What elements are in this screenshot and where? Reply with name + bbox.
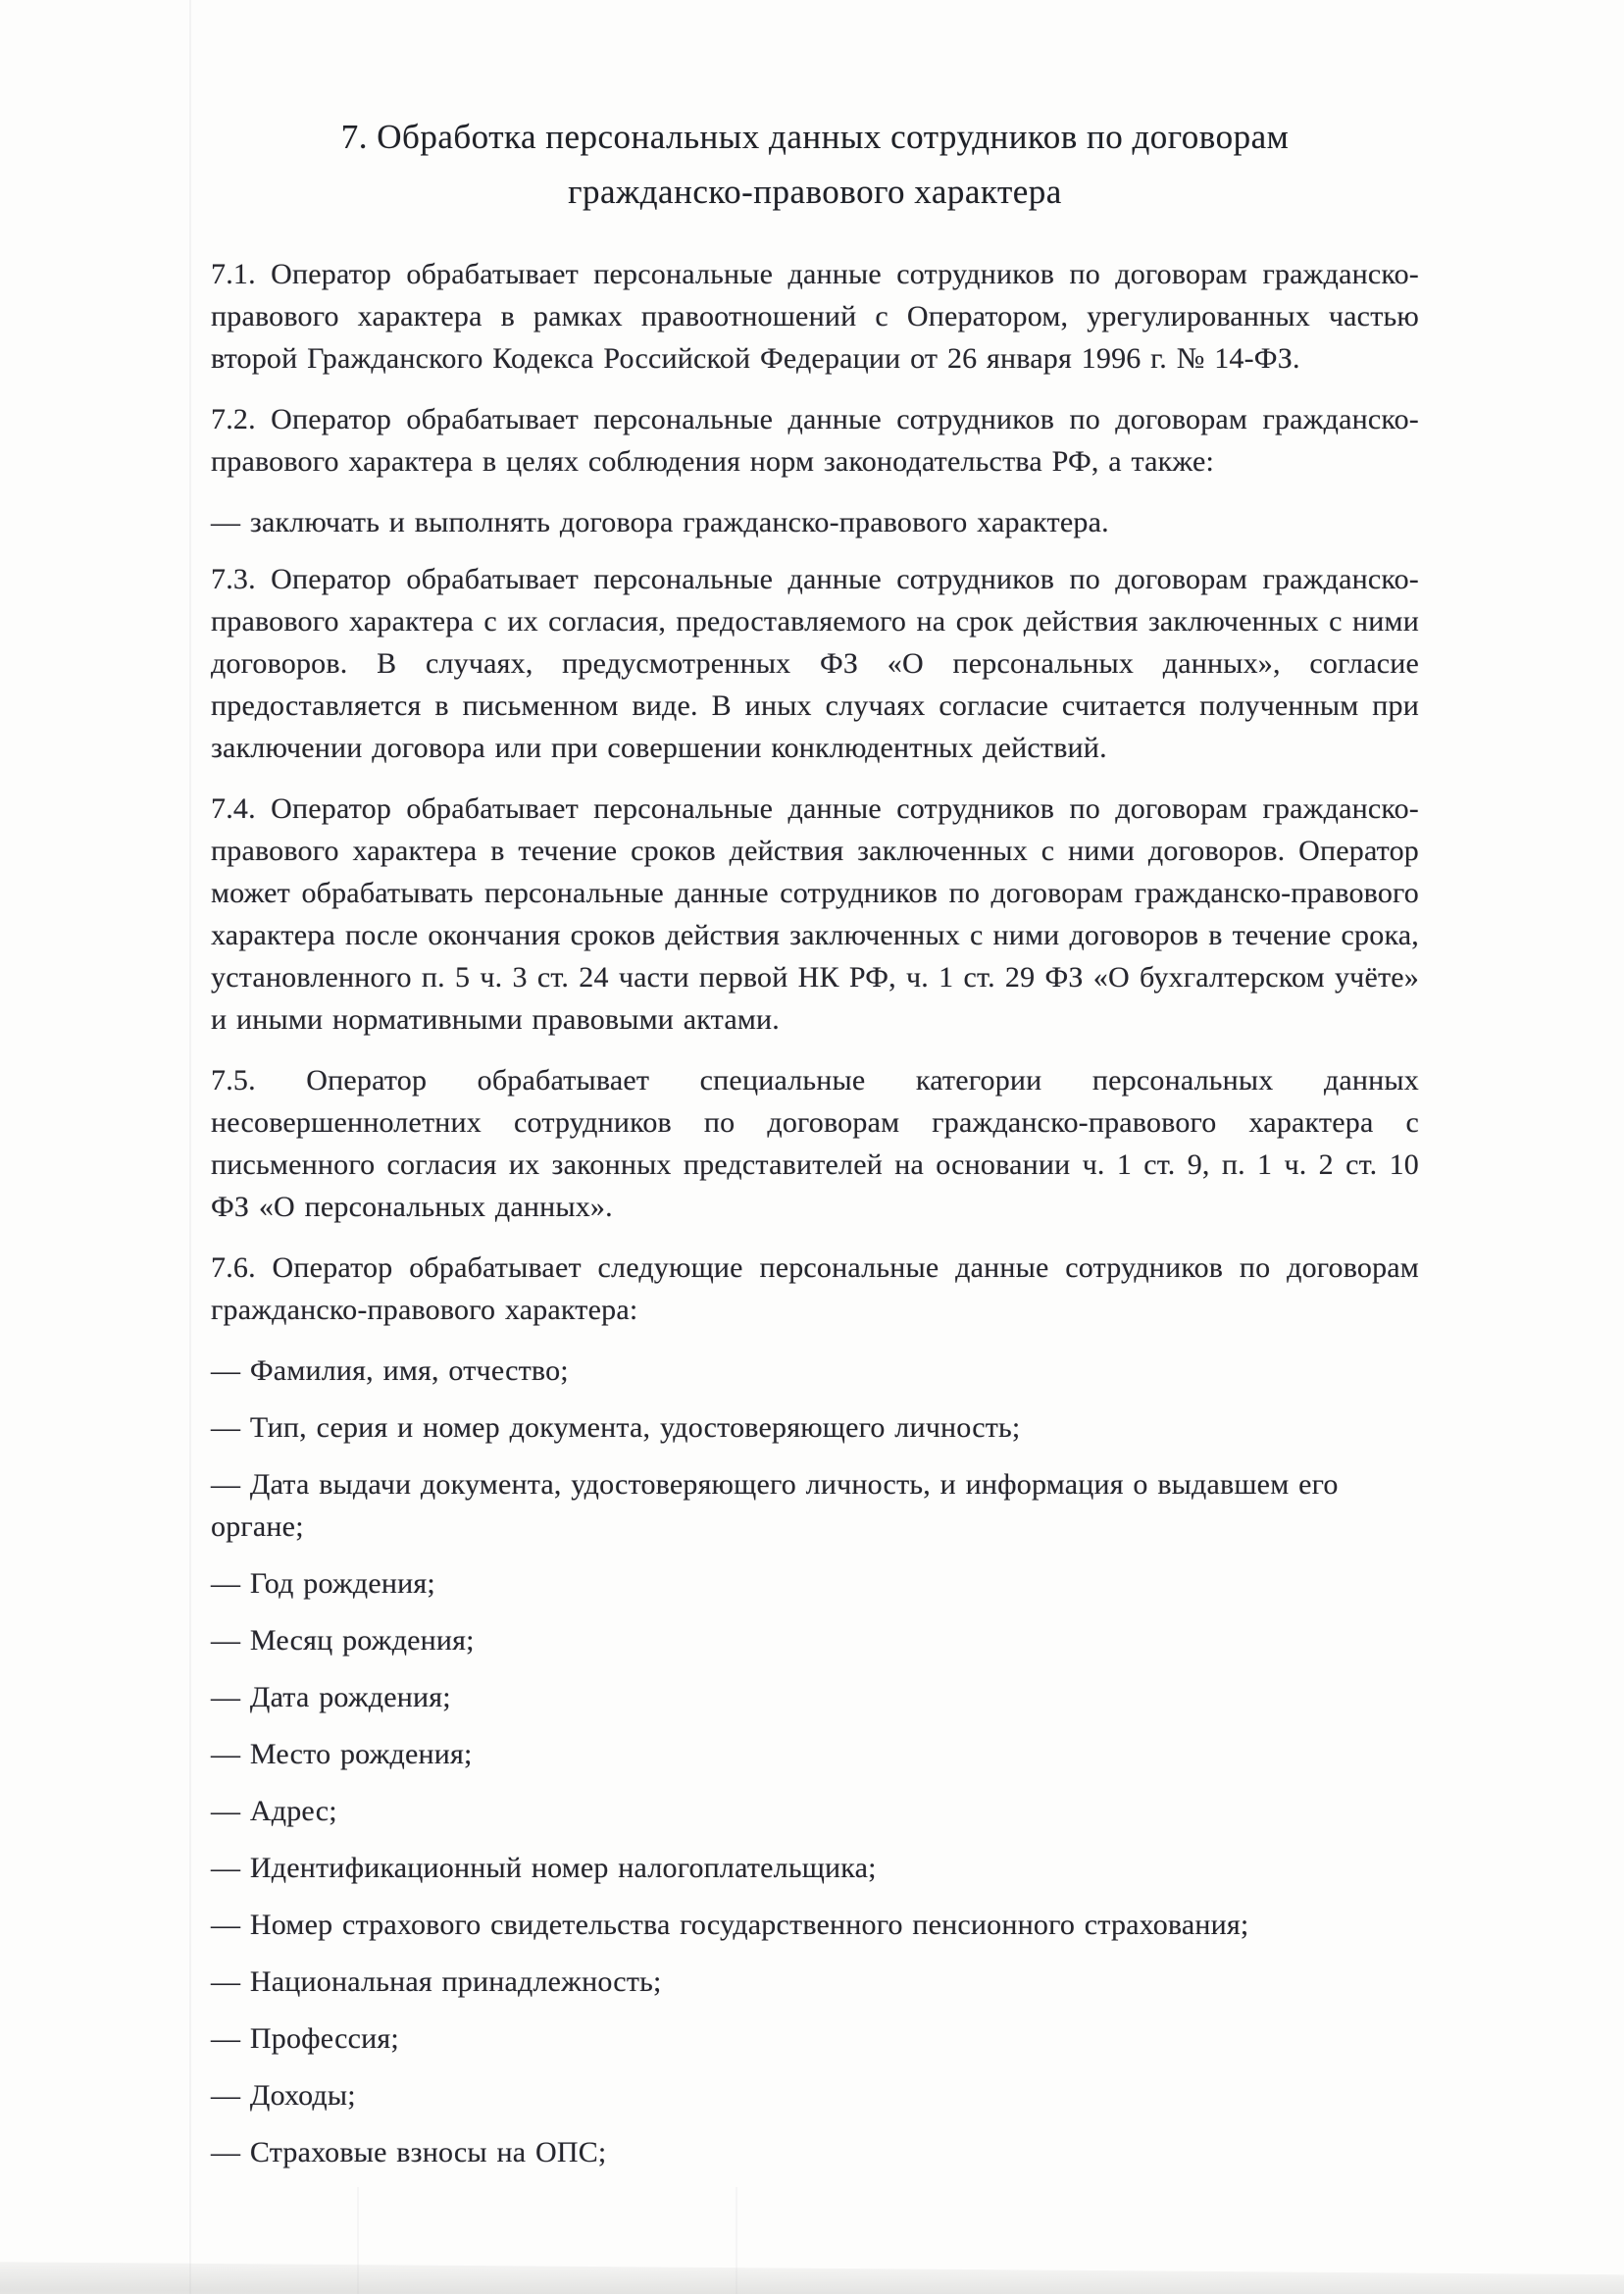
scan-fold-line [189, 0, 191, 2294]
data-item-id-document: — Тип, серия и номер документа, удостоверяющего личность; [211, 1411, 1021, 1444]
data-item-id-document-issue: — Дата выдачи документа, удостоверяющего личность, и информация о выдавшем его органе; [211, 1468, 1339, 1543]
data-item-address: — Адрес; [211, 1795, 337, 1827]
data-item-birth-month: — Месяц рождения; [211, 1624, 475, 1657]
section-title-line1: 7. Обработка персональных данных сотрудников по договорам [340, 118, 1290, 156]
data-item-snils: — Номер страхового свидетельства государственного пенсионного страхования; [211, 1909, 1249, 1941]
purpose-list-item: — заключать и выполнять договора гражданско-правового характера. [211, 506, 1109, 538]
paragraph-7-3: 7.3. Оператор обрабатывает персональные данные сотрудников по договорам гражданско-правового характера с их согласия, предоставляемого на срок действия заключенных с ними договоров. В случаях, предусмотренных ФЗ «О персональных данных», согласие предоставляется в письменном виде. В иных случаях согласие считается полученным при заключении договора или при совершении конклюдентных действий. [211, 563, 1419, 764]
paragraph-7-2: 7.2. Оператор обрабатывает персональные данные сотрудников по договорам гражданско-правового характера в целях соблюдения норм законодательства РФ, а также: [211, 403, 1419, 478]
data-item-insurance-contributions: — Страховые взносы на ОПС; [211, 2136, 607, 2168]
data-item-nationality: — Национальная принадлежность; [211, 1965, 662, 1998]
data-item-inn: — Идентификационный номер налогоплательщика; [211, 1852, 877, 1884]
section-title [211, 110, 1419, 220]
scan-bottom-edge-shadow [0, 2262, 1624, 2294]
paragraph-7-6: 7.6. Оператор обрабатывает следующие персональные данные сотрудников по договорам гражданско-правового характера: [211, 1251, 1419, 1326]
data-item-birth-place: — Место рождения; [211, 1738, 473, 1770]
data-item-profession: — Профессия; [211, 2022, 399, 2055]
section-title-line2: гражданско-правового характера [568, 173, 1062, 211]
paragraph-7-4: 7.4. Оператор обрабатывает персональные данные сотрудников по договорам гражданско-правового характера в течение сроков действия заключенных с ними договоров. Оператор может обрабатывать персональные данные сотрудников по договорам гражданско-правового характера после окончания сроков действия заключенных с ними договоров в течение срока, установленного п. 5 ч. 3 ст. 24 части первой НК РФ, ч. 1 ст. 29 ФЗ «О бухгалтерском учёте» и иными нормативными правовыми актами. [211, 792, 1419, 1036]
data-item-birth-year: — Год рождения; [211, 1567, 435, 1600]
paragraph-7-5: 7.5. Оператор обрабатывает специальные категории персональных данных несовершеннолетних сотрудников по договорам гражданско-правового характера с письменного согласия их законных представителей на основании ч. 1 ст. 9, п. 1 ч. 2 ст. 10 ФЗ «О персональных данных». [211, 1064, 1419, 1223]
data-item-surname: — Фамилия, имя, отчество; [211, 1354, 569, 1387]
data-item-income: — Доходы; [211, 2079, 356, 2112]
paragraph-7-1: 7.1. Оператор обрабатывает персональные данные сотрудников по договорам гражданско-правового характера в рамках правоотношений с Оператором, урегулированных частью второй Гражданского Кодекса Российской Федерации от 26 января 1996 г. № 14-ФЗ. [211, 258, 1419, 375]
data-item-birth-date: — Дата рождения; [211, 1681, 451, 1713]
document-content [211, 110, 1419, 2188]
